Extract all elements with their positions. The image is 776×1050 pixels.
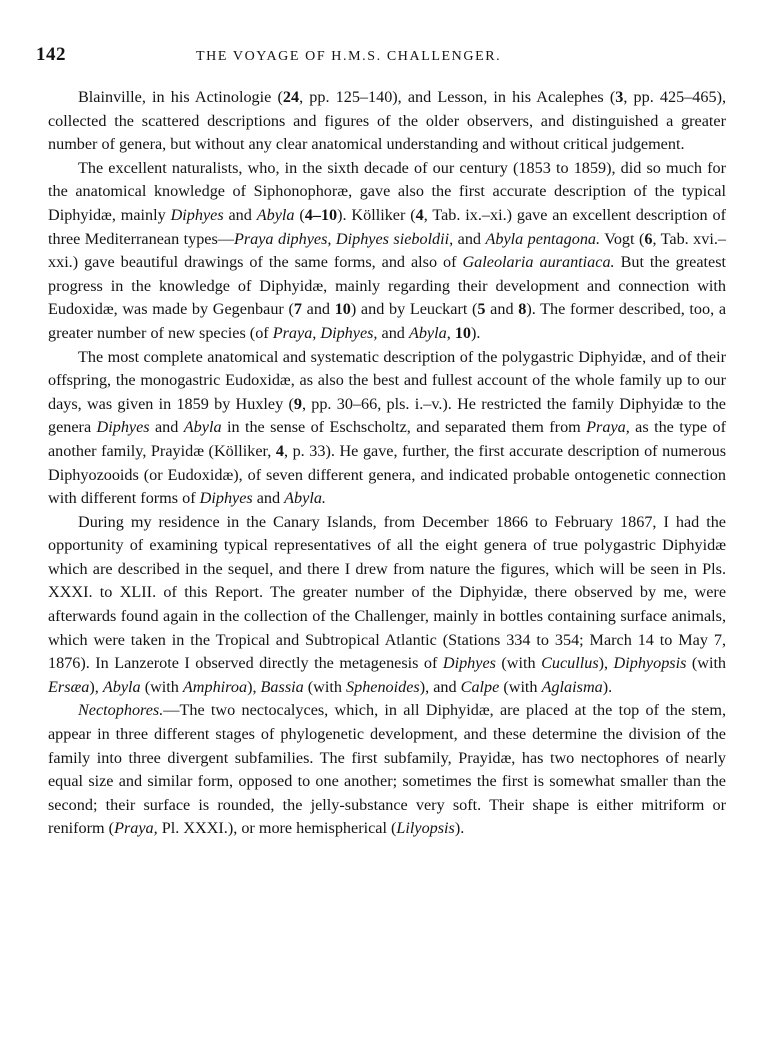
text-run: (with <box>686 654 727 673</box>
reference-number: 4–10 <box>304 205 338 224</box>
text-run: ). <box>471 323 481 342</box>
text-run: Pl. XXXI.), or more hemispherical ( <box>157 819 397 838</box>
text-run: ). <box>454 819 465 838</box>
reference-number: 6 <box>644 229 653 248</box>
italic-term: Nectophores. <box>78 701 164 720</box>
text-run: Blainville, in his Actinologie ( <box>78 88 283 106</box>
text-run: The most complete anatomical and systematic description of the polygastric Diphyidæ, and of their offspring, the monogastric Eudoxidæ, as also the best and fullest account of the whole family up to our days, was given in 1859 by Huxley ( <box>48 347 726 413</box>
italic-term: Praya, Diphyes, <box>272 323 378 342</box>
text-run: as the type of another family, Prayidæ (Kölliker, <box>48 418 727 460</box>
text-run: and <box>377 323 409 342</box>
running-head: THE VOYAGE OF H.M.S. CHALLENGER. <box>196 49 502 64</box>
italic-term: Abyla pentagona. <box>485 229 601 248</box>
text-run: (with <box>495 654 542 673</box>
text-run: (with <box>499 677 542 696</box>
text-run: (with <box>140 677 183 696</box>
text-run: and <box>301 300 335 319</box>
text-run: ), <box>89 677 103 696</box>
text-run: and <box>252 489 285 508</box>
italic-term: Aglaisma <box>541 677 603 696</box>
italic-term: Abyla <box>408 323 447 342</box>
italic-term: Ersæa <box>48 677 90 696</box>
text-run: ), and <box>419 677 461 696</box>
italic-term: Diphyopsis <box>613 654 687 673</box>
reference-number: 7 <box>293 300 302 319</box>
text-run: , pp. 125–140), and Lesson, in his Acalephes ( <box>299 88 616 106</box>
text-run: Vogt ( <box>600 229 645 248</box>
reference-number: 5 <box>477 300 486 319</box>
reference-number: 24 <box>282 88 300 106</box>
italic-term: Cucullus <box>541 654 599 673</box>
reference-number: 4 <box>275 441 284 460</box>
paragraph-5 <box>48 699 726 841</box>
paragraph-1 <box>48 86 726 157</box>
italic-term: Galeolaria aurantiaca. <box>462 253 615 272</box>
italic-term: Praya diphyes, Diphyes sieboldii, <box>233 229 454 248</box>
text-run: During my residence in the Canary Islands, from December 1866 to February 1867, I had the opportunity of examining typical representatives of all the eight genera of true polygastric Diphyidæ which are described in the sequel, and there I drew from nature the figures, which will be seen in Pls. XXXI. to XLII. of this Report. The greater number of the Diphyidæ, there observed by me, were afterwards found again in the collection of the Challenger, mainly in bottles containing surface animals, which were taken in the Tropical and Subtropical Atlantic (Stations 334 to 354; March 14 to May 7, 1876). In Lanzerote I observed directly the metagenesis of <box>48 512 726 673</box>
italic-term: Bassia <box>260 677 304 696</box>
text-run: , p. 33). He gave, further, the first accurate description of numerous Diphyozooids (or Eudoxidæ), of seven different genera, and indicated probable ontogenetic connection with different forms of <box>48 441 726 508</box>
italic-term: Abyla <box>102 677 141 696</box>
page-number: 142 <box>36 44 66 65</box>
reference-number: 3 <box>615 88 624 106</box>
text-run: , <box>446 323 455 342</box>
italic-term: Sphenoides <box>346 677 420 696</box>
text-run: and <box>149 418 184 437</box>
text-run: , Tab. xvi.–xxi.) gave beautiful drawings of the same forms, and also of <box>48 229 726 272</box>
text-run: ), <box>247 677 261 696</box>
text-run: ). The former described, too, a greater number of new species (of <box>48 300 727 342</box>
italic-term: Praya, <box>114 819 158 838</box>
italic-term: Praya, <box>586 418 630 437</box>
text-run: —The two nectocalyces, which, in all Diphyidæ, are placed at the top of the stem, appear in three different stages of phylogenetic development, and these determine the division of the family into three divergent subfamilies. The first subfamily, Prayidæ, has two nectophores of nearly equal size and similar form, opposed to one another; sometimes the first is somewhat smaller than the second; their surface is rounded, the jelly-substance very soft. Their shape is either mitriform or reniform ( <box>48 701 726 838</box>
italic-term: Diphyes <box>199 489 253 508</box>
italic-term: Abyla <box>183 418 222 437</box>
reference-number: 10 <box>334 300 351 319</box>
body-text <box>48 86 726 841</box>
text-run: ). Kölliker ( <box>337 205 416 224</box>
text-run: and <box>453 229 486 248</box>
text-run: , pp. 425–465), collected the scattered descriptions and figures of the older observers, and distinguished a greater number of genera, but without any clear anatomical understanding and without critical judgement. <box>48 88 727 154</box>
reference-number: 4 <box>415 205 424 224</box>
italic-term: Abyla. <box>284 489 326 508</box>
italic-term: Diphyes <box>442 654 496 673</box>
text-run: , Tab. ix.–xi.) gave an excellent description of three Mediterranean types— <box>48 205 726 248</box>
reference-number: 8 <box>518 300 527 319</box>
italic-term: Calpe <box>460 677 500 696</box>
reference-number: 9 <box>293 394 302 413</box>
page-header <box>36 44 730 70</box>
text-run: But the greatest progress in the knowledge of Diphyidæ, mainly regarding their development and connection with Eudoxidæ, was made by Gegenbaur ( <box>48 253 726 319</box>
text-run: in the sense of Eschscholtz, and separated them from <box>221 418 587 437</box>
paragraph-4 <box>48 511 726 700</box>
paragraph-3 <box>48 346 726 511</box>
italic-term: Abyla <box>256 205 295 224</box>
text-run: (with <box>303 677 346 696</box>
text-run: and <box>223 205 257 224</box>
italic-term: Diphyes <box>170 205 224 224</box>
italic-term: Amphiroa <box>182 677 248 696</box>
text-run: , pp. 30–66, pls. i.–v.). He restricted the family Diphyidæ to the genera <box>48 394 726 437</box>
paragraph-2 <box>48 157 726 346</box>
text-run: ). <box>602 677 613 696</box>
text-run: and <box>485 300 519 319</box>
text-run: ( <box>294 205 305 224</box>
reference-number: 10 <box>454 323 471 342</box>
italic-term: Diphyes <box>96 418 150 437</box>
text-run: The excellent naturalists, who, in the sixth decade of our century (1853 to 1859), did so much for the anatomical knowledge of Siphonophoræ, gave also the first accurate description of the typical Diphyidæ, mainly <box>48 158 726 224</box>
italic-term: Lilyopsis <box>396 819 455 838</box>
text-run: ), <box>598 654 614 673</box>
text-run: ) and by Leuckart ( <box>350 300 478 319</box>
